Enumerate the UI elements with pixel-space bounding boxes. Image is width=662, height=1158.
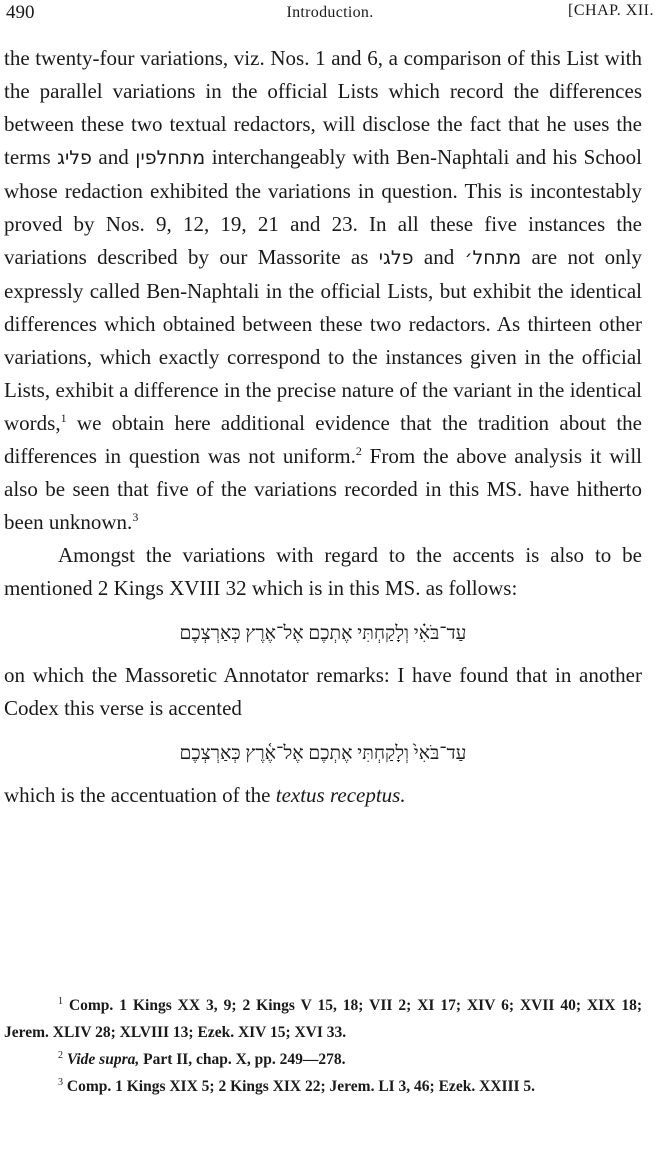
paragraph-1 xyxy=(4,42,642,539)
hebrew-term-palgi: פלגי xyxy=(378,247,414,269)
para4-text: which is the accentuation of the xyxy=(4,783,276,807)
footnote-text: Comp. 1 Kings XX 3, 9; 2 Kings V 15, 18; VII 2; XI 17; XIV 6; XVII 40; XIX 18; Jerem. XLIV 28; XLVIII 13; Ezek. XIV 15; XVI 33. xyxy=(4,997,642,1041)
footnote-text: Part II, chap. X, pp. 249—278. xyxy=(139,1051,346,1068)
para1-text-e: are not only expressly called Ben-Naphtali in the official Lists, but exhibit the identical differences which obtained between these two redactors. As thirteen other variations, which exactly correspond to the instances given in the official Lists, exhibit a difference in the precise nature of the variant in the identical words, xyxy=(4,245,642,435)
footnote-italic: Vide supra, xyxy=(66,1051,140,1068)
footnote-text: Comp. 1 Kings XIX 5; 2 Kings XIX 22; Jerem. LI 3, 46; Ezek. XXIII 5. xyxy=(66,1078,536,1095)
hebrew-verse-2: עַד־בֹּאִי֙ וְלָקַחְתִּי אֶתְכֶם אֶל־אֶ֫רֶץ כְּאַרְצְכֶם xyxy=(179,743,467,764)
hebrew-verse-1: עַד־בֹּאִ֗י וְלָקַחְתִּי אֶתְכֶם אֶל־אֶרֶץ כְּאַרְצְכֶם xyxy=(179,623,467,644)
chapter-label: [CHAP. XII. xyxy=(568,2,654,19)
paragraph-3: on which the Massoretic Annotator remarks: I have found that in another Codex this verse is accented xyxy=(4,663,642,720)
hebrew-term-mithchalfin: מתחלפין xyxy=(135,147,206,169)
running-title: Introduction. xyxy=(286,4,374,21)
footnote-1 xyxy=(4,992,642,1046)
footnote-number: 1 xyxy=(58,995,63,1007)
para1-text-f: we obtain here additional evidence that the tradition about the differences in question was not uniform. xyxy=(4,411,642,468)
footnote-ref-3[interactable]: 3 xyxy=(132,510,139,524)
footnote-ref-1[interactable]: 1 xyxy=(60,411,67,425)
paragraph-4 xyxy=(4,779,642,812)
para1-text-g: From the above analysis it will also be seen that five of the variations recorded in this MS. have hitherto been unknown. xyxy=(4,444,642,534)
hebrew-term-paleg: פליג xyxy=(57,147,92,169)
para1-text-b: and xyxy=(91,145,136,169)
para1-text-c: interchangeably with Ben-Naphtali and his School whose redaction exhibited the variations in question. This is incontestably proved by Nos. 9, 12, 19, 21 and 23. In all these five instances the variations described by our Massorite as xyxy=(4,145,642,269)
paragraph-2: Amongst the variations with regard to the accents is also to be mentioned 2 Kings XVIII 32 which is in this MS. as follows: xyxy=(4,543,642,600)
footnote-3 xyxy=(4,1073,642,1100)
footnote-number: 3 xyxy=(58,1076,63,1088)
main-text xyxy=(4,42,642,812)
footnotes xyxy=(4,992,642,1100)
page-number: 490 xyxy=(6,2,35,23)
footnote-ref-2[interactable]: 2 xyxy=(355,444,362,458)
textus-receptus-italic: textus receptus. xyxy=(275,783,406,807)
hebrew-term-mithchal: מתחל׳ xyxy=(464,247,522,269)
page-header xyxy=(6,0,654,26)
para1-text-a: the twenty-four variations, viz. Nos. 1 and 6, a comparison of this List with the parallel variations in the official Lists which record the differences between these two textual redactors, will disclose the fact that he uses the terms xyxy=(4,46,642,169)
para1-text-d: and xyxy=(413,245,465,269)
footnote-2 xyxy=(4,1046,642,1073)
footnote-number: 2 xyxy=(58,1049,63,1061)
